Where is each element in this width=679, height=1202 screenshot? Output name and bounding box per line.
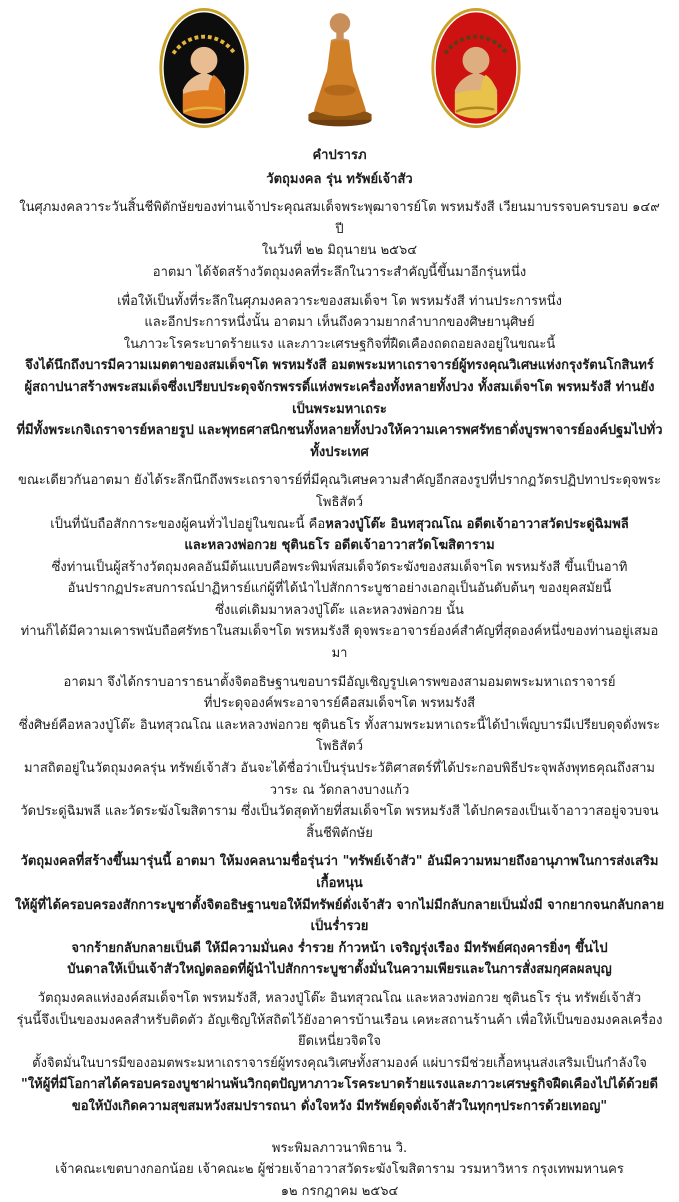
text-line-bold: ผู้สถาปนาสร้างพระสมเด็จซึ่งเปรียบประดุจจักรพรรดิ์แห่งพระเครื่องทั้งหลายทั้งปวง ทั้งสมเด็จฯโต พรหมรังสี ท่านยังเป็นพระมหาเถระ: [24, 379, 655, 417]
blessing-quote-line: "ให้ผู้ที่มีโอกาสได้ครอบครองบูชาผ่านพ้นวิกฤตปัญหาภาวะโรคระบาดร้ายแรงและภาวะเศรษฐกิจฝืดเคืองไปได้ด้วยดี: [21, 1077, 658, 1093]
text-line: อันปรากฏประสบการณ์ปาฏิหารย์แก่ผู้ที่ได้นำไปสักการะบูชาอย่างเอกอุเป็นอันดับต้นๆ ของยุคสมัยนี้: [67, 581, 612, 597]
invocation-paragraph: [0, 672, 679, 845]
text-line: อาตมา จึงได้กราบอาราธนาตั้งจิตอธิษฐานขอบารมีอัญเชิญรูปเคารพของสามอมตพระมหาเถราจารย์: [63, 674, 616, 690]
text-run-bold: หลวงปู่โต๊ะ อินทสุวณโณ อดีตเจ้าอาวาสวัดประดู่ฉิมพลี: [325, 516, 629, 532]
text-line-mixed: [14, 514, 665, 536]
reason-paragraph: [0, 291, 679, 464]
closing-paragraph: [0, 988, 679, 1118]
text-line: วัดประดู่ฉิมพลี และวัดระฆังโฆสิตาราม ซึ่งเป็นวัดสุดท้ายที่สมเด็จฯโต พรหมรังสี ได้ปกครองเป็นเจ้าอาวาสอยู่จวบจนสิ้นชีพิตักษัย: [20, 804, 659, 841]
masters-paragraph: [0, 470, 679, 664]
text-run: เป็นที่นับถือสักการะของผู้คนทั่วไปอยู่ในขณะนี้ คือ: [50, 516, 326, 532]
text-line: ซึ่งท่านเป็นผู้สร้างวัตถุมงคลอันมีต้นแบบคือพระพิมพ์สมเด็จวัดระฆังของสมเด็จฯโต พรหมรังสี ขึ้นเป็นอาทิ: [51, 559, 628, 575]
text-line: มาสถิตอยู่ในวัตถุมงคลรุ่น ทรัพย์เจ้าสัว อันจะได้ชื่อว่าเป็นรุ่นประวัติศาสตร์ที่ได้ประกอบพิธีประจุพลังพุทธคุณถึงสามวาระ ณ วัดกลางบางแก้ว: [23, 761, 656, 798]
signature-name: พระพิมลภาวนาพิธาน วิ.: [271, 1140, 408, 1156]
monk-medallion-red-icon: [428, 5, 524, 131]
text-line: ซึ่งศิษย์คือหลวงปู่โต๊ะ อินทสุวณโณ และหลวงพ่อกวย ชุตินธโร ทั้งสามพระมหาเถระนี้ได้บำเพ็ญบารมีเปรียบดุจดั่งพระโพธิสัตว์: [18, 717, 661, 755]
text-line: ในวันที่ ๒๒ มิถุนายน ๒๕๖๔: [261, 243, 418, 259]
text-line-bold: ที่มีทั้งพระเกจิเถราจารย์หลายรูป และพุทธศาสนิกชนทั้งหลายทั้งปวงให้ความเคารพศรัทธาดั่งบูรพาจารย์องค์ปฐมไปทั่วทั้งประเทศ: [16, 423, 663, 460]
seated-monk-statue-icon: [292, 1, 388, 131]
text-line: ที่ประดุจองค์พระอาจารย์คือสมเด็จฯโต พรหมรังสี: [203, 696, 476, 712]
page-title: คำปรารภ: [312, 148, 367, 163]
text-line: ตั้งจิตมั่นในบารมีของอมตพระมหาเถราจารย์ผู้ทรงคุณวิเศษทั้งสามองค์ แผ่บารมีช่วยเกื้อหนุนส่งเสริมเป็นกำลังใจ: [32, 1055, 647, 1071]
text-line: ท่านก็ได้มีความเคารพนับถือศรัทธาในสมเด็จฯโต พรหมรังสี ดุจพระอาจารย์องค์สำคัญที่สุดองค์หนึ่งของท่านอยู่เสมอมา: [20, 624, 659, 662]
text-line-bold: ให้ผู้ที่ได้ครอบครองสักการะบูชาตั้งจิตอธิษฐานขอให้มีทรัพย์ดั่งเจ้าสัว จากไม่มีกลับกลายเป็นมั่งมี จากยากจนกลับกลายเป็นร่ำรวย: [14, 897, 665, 935]
luang-pu-toh-medallion-image: [156, 5, 252, 135]
text-line: ในศุภมงคลวาระวันสิ้นชีพิตักษัยของท่านเจ้าประคุณสมเด็จพระพุฒาจารย์โต พรหมรังสี เวียนมาบรรจบครบรอบ ๑๔๙ ปี: [19, 200, 660, 237]
text-line-bold: วัตถุมงคลที่สร้างขึ้นมารุ่นนี้ อาตมา ให้มงคลนามชื่อรุ่นว่า "ทรัพย์เจ้าสัว" อันมีความหมายถึงอานุภาพในการส่งเสริมเกื้อหนุน: [20, 854, 659, 891]
somdej-toh-statue-image: [286, 1, 394, 135]
signature-block: [0, 1138, 679, 1202]
page-subtitle: วัตถุมงคล รุ่น ทรัพย์เจ้าสัว: [266, 171, 413, 187]
text-line: เพื่อให้เป็นทั้งที่ระลึกในศุภมงคลวาระของสมเด็จฯ โต พรหมรังสี ท่านประการหนึ่ง: [117, 293, 562, 309]
text-line-bold: และหลวงพ่อกวย ชุตินธโร อดีตเจ้าอาวาสวัดโฆสิตาราม: [184, 538, 495, 554]
text-line: รุ่นนี้จึงเป็นของมงคลสำหรับติดตัว อัญเชิญให้สถิตไว้ยังอาคารบ้านเรือน เคหะสถานร้านค้า เพื่อให้เป็นของมงคลเครื่องยึดเหนี่ยวจิตใจ: [16, 1012, 663, 1050]
text-line: อาตมา ได้จัดสร้างวัตถุมงคลที่ระลึกในวาระสำคัญนี้ขึ้นมาอีกรุ่นหนึ่ง: [152, 264, 527, 280]
luang-por-kuay-medallion-image: [428, 5, 524, 135]
monk-medallion-black-icon: [156, 5, 252, 131]
text-line-bold: จากร้ายกลับกลายเป็นดี ให้มีความมั่นคง ร่ำรวย ก้าวหน้า เจริญรุ่งเรือง มีทรัพย์ศฤงคารยิ่งๆ ขึ้นไป: [71, 940, 608, 956]
naming-paragraph: [0, 851, 679, 981]
blessing-quote-line: ขอให้บังเกิดความสุขสมหวังสมปรารถนา ดั่งใจหวัง มีทรัพย์ดุจดั่งเจ้าสัวในทุกๆประการด้วยเทอญ": [71, 1098, 608, 1114]
text-line: ขณะเดียวกันอาตมา ยังได้ระลึกนึกถึงพระเถราจารย์ที่มีคุณวิเศษความสำคัญอีกสองรูปที่ปรากฏวัตรปฏิปทาประดุจพระโพธิสัตว์: [17, 473, 662, 510]
text-line-bold: จึงได้นึกถึงบารมีความเมตตาของสมเด็จฯโต พรหมรังสี อมตพระมหาเถราจารย์ผู้ทรงคุณวิเศษแห่งกรุงรัตนโกสินทร์: [25, 358, 654, 374]
text-line: และอีกประการหนึ่งนั้น อาตมา เห็นถึงความยากลำบากของศิษยานุศิษย์: [144, 315, 535, 331]
text-line: ซึ่งแต่เดิมมาหลวงปู่โต๊ะ และหลวงพ่อกวย นั้น: [215, 602, 464, 618]
signature-title: เจ้าคณะเขตบางกอกน้อย เจ้าคณะ๒ ผู้ช่วยเจ้าอาวาสวัดระฆังโฆสิตาราม วรมหาวิหาร กรุงเทพมหานคร: [55, 1162, 624, 1178]
text-line: ในภาวะโรคระบาดร้ายแรง และภาวะเศรษฐกิจที่ฝืดเคืองถดถอยลงอยู่ในขณะนี้: [123, 336, 556, 352]
intro-paragraph: [0, 197, 679, 283]
signature-date: ๑๒ กรกฎาคม ๒๕๖๔: [280, 1183, 399, 1199]
text-line-bold: บันดาลให้เป็นเจ้าสัวใหญ่ตลอดที่ผู้นำไปสักการะบูชาตั้งมั่นในความเพียรและในการสั่งสมกุศลผลบุญ: [67, 962, 612, 978]
text-line: วัตถุมงคลแห่งองค์สมเด็จฯโต พรหมรังสี, หลวงปู่โต๊ะ อินทสุวณโณ และหลวงพ่อกวย ชุตินธโร รุ่น ทรัพย์เจ้าสัว: [37, 990, 642, 1006]
header-images: [0, 0, 679, 135]
